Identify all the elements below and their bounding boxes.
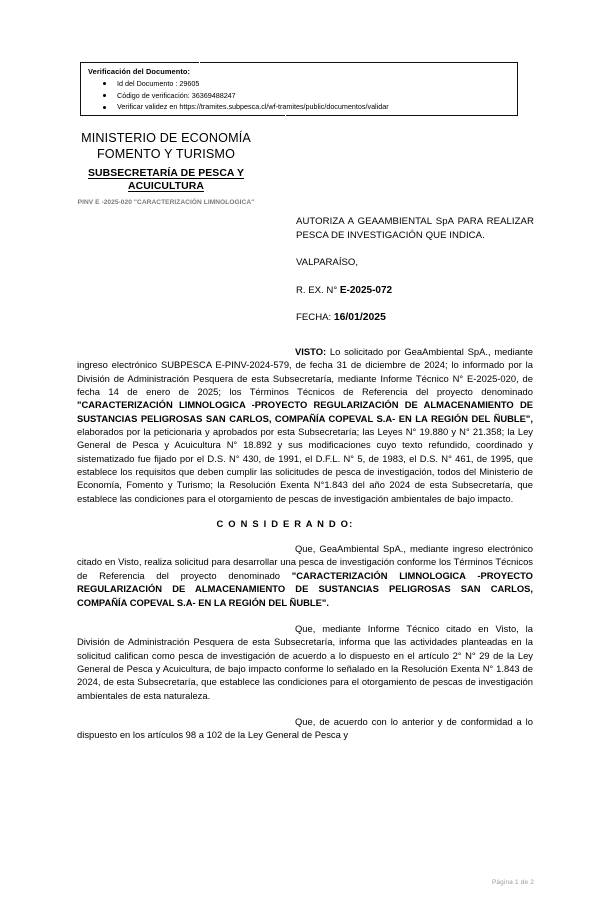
document-body — [77, 345, 533, 755]
verification-list — [95, 78, 389, 113]
paragraph-visto — [77, 345, 533, 505]
document-verification-box — [80, 62, 518, 116]
resolution-number-line — [296, 284, 534, 298]
visto-project-title: "CARACTERIZACIÓN LIMNOLOGICA -PROYECTO REGULARIZACIÓN DE ALMACENAMIENTO DE SUSTANCIAS PELIGROSAS SAN CARLOS, COMPAÑÍA COPEVAL S.A- EN LA REGIÓN DEL ÑUBLE", — [77, 399, 533, 424]
resolution-number-label: R. EX. N° — [296, 284, 340, 296]
resolution-number-value: E-2025-072 — [339, 284, 393, 296]
scan-artifact-bottom — [285, 113, 286, 119]
scan-artifact-top — [199, 59, 200, 64]
ministry-line-1: MINISTERIO DE ECONOMÍA — [81, 131, 251, 145]
paragraph-considerando-3 — [77, 715, 533, 742]
verification-item-code: Código de verificación: 36369488247 — [95, 90, 389, 102]
verification-title: Verificación del Documento: — [88, 67, 191, 76]
resolution-date-value: 16/01/2025 — [333, 312, 386, 324]
project-reference: PINV E -2025-020 "CARACTERIZACIÓN LIMNOLOGICA" — [77, 199, 255, 207]
subsecretaria-line-2: ACUICULTURA — [128, 181, 204, 193]
resolution-date-label: FECHA: — [296, 312, 334, 324]
visto-text-part-1: Lo solicitado por GeaAmbiental SpA., mediante ingreso electrónico SUBPESCA E-PINV-2024-579, de fecha 31 de diciembre de 2024; lo informado por la División de Administración Pesquera de esta Subsecretaría, mediante Informe Técnico N° E-2025-020, de fecha 14 de enero de 2025; los Términos Técnicos de Referencia del proyecto denominado — [77, 346, 533, 398]
subsecretaria-title — [46, 167, 286, 193]
considerando-3-text: Que, de acuerdo con lo anterior y de conformidad a lo dispuesto en los artículos 98 a 102 de la Ley General de Pesca y — [77, 715, 533, 741]
resolution-header — [296, 215, 534, 325]
verification-item-document-id: Id del Documento : 29605 — [95, 78, 389, 90]
ministry-line-2: FOMENTO Y TURISMO — [96, 146, 236, 161]
verification-item-url[interactable]: Verificar validez en https://tramites.subpesca.cl/wf-tramites/public/documentos/validar — [95, 101, 389, 113]
page-footer — [0, 879, 534, 886]
organization-header — [46, 131, 286, 208]
visto-text-part-2: elaborados por la peticionaria y aprobados por esta Subsecretaría; las Leyes N° 19.880 y N° 21.358; la Ley General de Pesca y Acuicultura N° 18.892 y sus modificaciones cuyo texto refundido, coordinado y sistematizado fue fijado por el D.S. N° 430, de 1991, el D.F.L. N° 5, de 1983, el D.S. N° 461, de 1995, que establece los requisitos que deben cumplir las solicitudes de pesca de investigación, todos del Ministerio de Economía, Fomento y Turismo; la Resolución Exenta N°1.843 del año 2024 de esta Subsecretaría, que establece las condiciones para el otorgamiento de pescas de investigación ambientales de bajo impacto. — [77, 426, 533, 504]
considerando-1-project-title: "CARACTERIZACIÓN LIMNOLOGICA -PROYECTO REGULARIZACIÓN DE ALMACENAMIENTO DE SUSTANCIAS PELIGROSAS SAN CARLOS, COMPAÑÍA COPEVAL S.A- EN LA REGIÓN DEL ÑUBLE". — [77, 569, 533, 608]
considerando-2-text: Que, mediante Informe Técnico citado en Visto, la División de Administración Pesquera de esta Subsecretaría, informa que las actividades planteadas en la solicitud califican como pesca de investigación de acuerdo a lo dispuesto en el artículo 2° N° 29 de la Ley General de Pesca y Acuicultura, de bajo impacto conforme lo señalado en la Resolución Exenta N° 1.843 de 2024, de esta Subsecretaría, que establece las condiciones para el otorgamiento de pescas de investigación ambientales de esta naturaleza. — [77, 622, 533, 701]
subsecretaria-line-1: SUBSECRETARÍA DE PESCA Y — [88, 168, 244, 179]
paragraph-considerando-1 — [77, 542, 533, 609]
visto-label: VISTO: — [295, 346, 327, 357]
considerando-heading: C O N S I D E R A N D O: — [216, 518, 354, 530]
page-number: Página 1 de 2 — [491, 879, 534, 886]
paragraph-considerando-2 — [77, 622, 533, 702]
considerando-1-text: Que, GeaAmbiental SpA., mediante ingreso electrónico citado en Visto, realiza solicitud para desarrollar una pesca de investigación conforme los Términos Técnicos de Referencia del proyecto denominado — [77, 543, 533, 581]
resolution-date-line — [296, 311, 534, 325]
resolution-city: VALPARAÍSO, — [296, 257, 359, 269]
resolution-subject: AUTORIZA A GEAAMBIENTAL SpA PARA REALIZAR PESCA DE INVESTIGACIÓN QUE INDICA. — [296, 216, 534, 241]
